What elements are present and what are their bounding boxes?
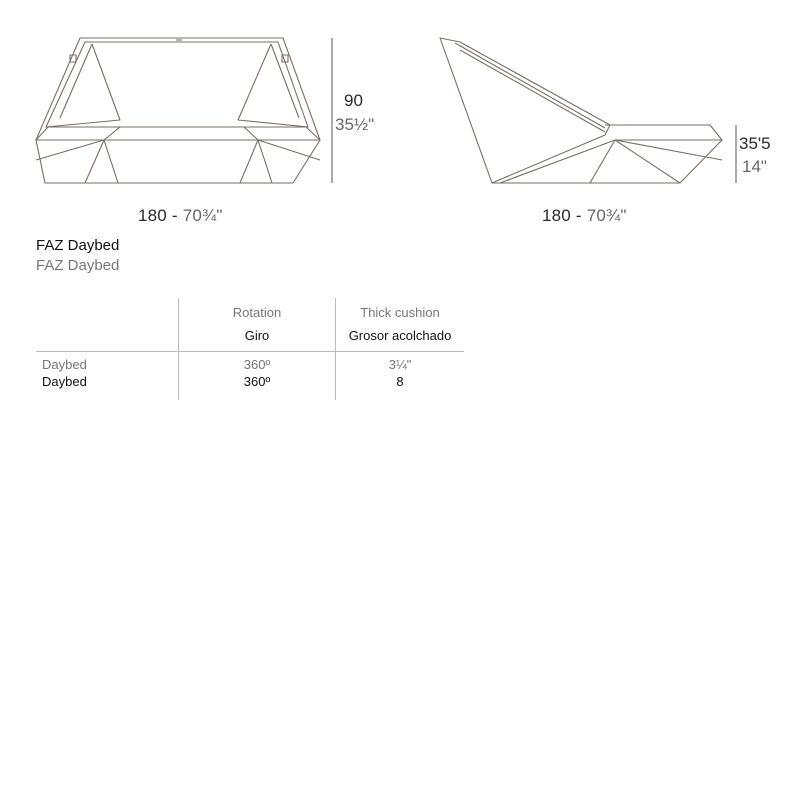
cushion-value-en: 3¼" [336, 352, 465, 374]
table-row [36, 373, 464, 400]
front-width-imperial: 70¾" [182, 206, 223, 225]
front-view-drawing [0, 0, 400, 200]
front-height-imperial: 35½" [335, 115, 375, 134]
side-view-drawing [400, 0, 800, 200]
header-cushion-es: Grosor acolchado [336, 321, 465, 352]
side-height-metric: 35'5 [739, 134, 771, 153]
side-height-imperial: 14" [742, 157, 767, 176]
header-rotation-es: Giro [179, 321, 336, 352]
front-width-dimension [138, 206, 223, 226]
spec-table [36, 298, 464, 400]
product-name-en: FAZ Daybed [36, 237, 120, 254]
front-width-separator: - [171, 206, 183, 225]
rotation-value-es: 360º [179, 373, 336, 400]
side-width-dimension [542, 206, 627, 226]
front-height-metric: 90 [344, 91, 363, 110]
front-width-metric: 180 [138, 206, 167, 225]
header-rotation-en: Rotation [179, 298, 336, 321]
product-name-es: FAZ Daybed [36, 257, 120, 274]
cushion-value-es: 8 [336, 373, 465, 400]
side-width-metric: 180 [542, 206, 571, 225]
header-cushion-en: Thick cushion [336, 298, 465, 321]
side-width-imperial: 70¾" [586, 206, 627, 225]
header-empty-cell [36, 321, 179, 352]
header-row-es [36, 321, 464, 352]
header-row-en [36, 298, 464, 321]
row-label-en: Daybed [42, 357, 87, 372]
header-empty-cell [36, 298, 179, 321]
side-width-separator: - [575, 206, 587, 225]
table-row [36, 352, 464, 374]
rotation-value-en: 360º [179, 352, 336, 374]
row-label-es: Daybed [42, 374, 87, 389]
